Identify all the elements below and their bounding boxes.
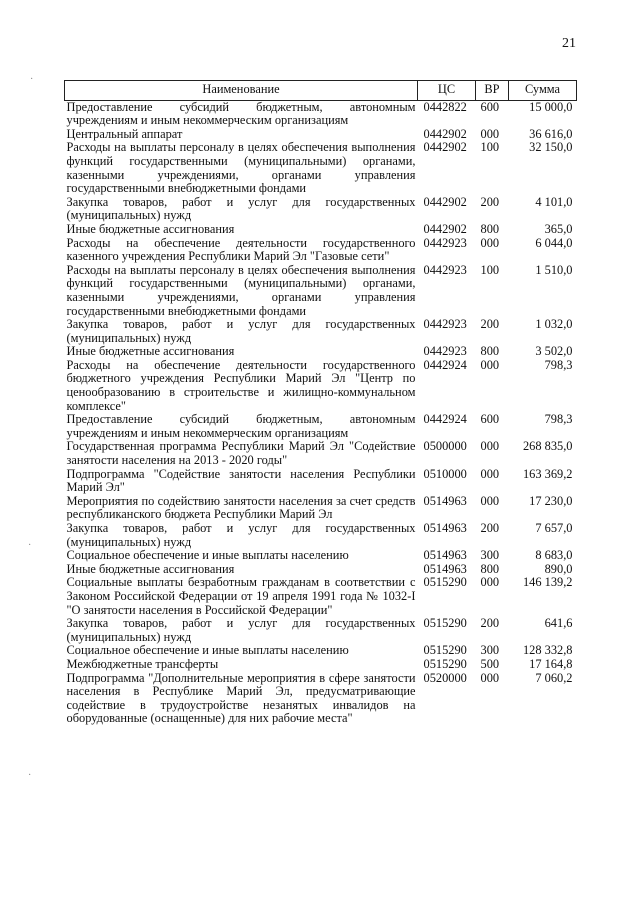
row-sum: 8 683,0 [535,548,573,563]
scan-mark: · [28,540,32,551]
row-vr: 000 [480,493,500,508]
row-cs: 0500000 [423,439,467,454]
table-row [65,440,577,467]
row-vr: 000 [480,126,500,141]
row-sum: 36 616,0 [529,126,573,141]
row-sum: 890,0 [544,561,573,576]
row-vr: 000 [480,439,500,454]
row-vr: 000 [480,466,500,481]
row-cs: 0514963 [423,561,467,576]
table-row [65,672,577,726]
row-sum: 641,6 [544,616,573,631]
scan-mark: · [30,74,34,85]
header-vr: ВР [476,81,509,101]
row-sum: 7 060,2 [535,670,573,685]
row-cs: 0515290 [423,575,467,590]
row-vr: 300 [480,643,500,658]
row-name: Расходы на обеспечение деятельности государственного бюджетного учреждения Республики Марий Эл "Центр по ценообразованию в строительстве и жилищно-коммунальном комплексе" [66,357,416,413]
table-row [65,522,577,549]
row-cs: 0442923 [423,317,467,332]
row-name: Центральный аппарат [66,126,183,141]
row-cs: 0515290 [423,656,467,671]
row-sum: 146 139,2 [522,575,573,590]
table-row [65,413,577,440]
row-name: Расходы на обеспечение деятельности государственного казенного учреждения Республики Марий Эл "Газовые сети" [66,235,416,264]
table-row [65,549,577,563]
page-number: 21 [562,36,576,51]
row-vr: 100 [480,262,500,277]
row-sum: 163 369,2 [522,466,573,481]
row-name: Иные бюджетные ассигнования [66,221,235,236]
row-name: Закупка товаров, работ и услуг для государственных (муниципальных) нужд [66,317,416,345]
table-row [65,318,577,345]
row-cs: 0442902 [423,126,467,141]
table-row [65,345,577,359]
row-cs: 0514963 [423,493,467,508]
row-cs: 0515290 [423,643,467,658]
row-sum: 7 657,0 [535,521,573,535]
table-row [65,141,577,195]
table-row [65,644,577,658]
table-row [65,264,577,318]
row-cs: 0515290 [423,616,467,631]
row-name: Закупка товаров, работ и услуг для государственных (муниципальных) нужд [66,616,416,644]
row-name: Социальное обеспечение и иные выплаты населению [66,643,349,658]
row-cs: 0442924 [423,412,467,427]
scan-mark: · [28,770,32,781]
row-sum: 268 835,0 [522,439,573,454]
row-sum: 32 150,0 [529,140,573,155]
table-row [65,658,577,672]
row-name: Мероприятия по содействию занятости населения за счет средств республиканского бюджета Республики Марий Эл [66,493,416,522]
row-sum: 798,3 [544,357,573,372]
row-name: Подпрограмма "Дополнительные мероприятия в сфере занятости населения в Республике Марий Эл, предусматривающие содействие в трудоустройстве незанятых инвалидов на оборудованные (оснащенные) для них рабочие места" [66,670,416,726]
table-row [65,495,577,522]
table-row [65,223,577,237]
row-vr: 200 [480,317,500,332]
row-vr: 600 [480,99,500,114]
row-vr: 200 [480,521,500,535]
row-vr: 100 [480,140,500,155]
row-vr: 800 [480,561,500,576]
row-sum: 15 000,0 [529,99,573,114]
row-cs: 0514963 [423,548,467,563]
row-name: Расходы на выплаты персоналу в целях обеспечения выполнения функций государственными (муниципальными) органами, казенными учреждениями, органами управления государственными внебюджетными фондами [66,262,416,318]
row-cs: 0510000 [423,466,467,481]
row-sum: 1 032,0 [535,317,573,332]
row-cs: 0442923 [423,262,467,277]
row-sum: 128 332,8 [522,643,573,658]
budget-table [64,80,577,726]
row-sum: 365,0 [544,221,573,236]
row-vr: 200 [480,616,500,631]
row-name: Предоставление субсидий бюджетным, автономным учреждениям и иным некоммерческим организациям [66,99,416,128]
row-vr: 500 [480,656,500,671]
row-vr: 300 [480,548,500,563]
table-row [65,128,577,142]
row-sum: 6 044,0 [535,235,573,250]
row-name: Иные бюджетные ассигнования [66,561,235,576]
row-vr: 800 [480,344,500,359]
row-cs: 0442924 [423,357,467,372]
row-vr: 000 [480,357,500,372]
row-name: Закупка товаров, работ и услуг для государственных (муниципальных) нужд [66,521,416,549]
table-row [65,237,577,264]
table-header-row [65,81,577,101]
row-name: Социальное обеспечение и иные выплаты населению [66,548,349,563]
row-sum: 798,3 [544,412,573,427]
row-sum: 17 164,8 [529,656,573,671]
row-cs: 0442902 [423,140,467,155]
row-vr: 000 [480,575,500,590]
row-cs: 0442822 [423,99,467,114]
row-sum: 4 101,0 [535,194,573,209]
header-sum: Сумма [509,81,577,101]
row-vr: 600 [480,412,500,427]
row-cs: 0442902 [423,194,467,209]
row-sum: 1 510,0 [535,262,573,277]
table-row [65,576,577,617]
header-cs: ЦС [418,81,476,101]
row-cs: 0442902 [423,221,467,236]
table-row [65,468,577,495]
table-row [65,617,577,644]
row-name: Подпрограмма "Содействие занятости населения Республики Марий Эл" [66,466,416,495]
table-row [65,196,577,223]
table-row [65,100,577,128]
row-cs: 0442923 [423,235,467,250]
row-sum: 17 230,0 [529,493,573,508]
row-name: Социальные выплаты безработным гражданам в соответствии с Законом Российской Федерации от 19 апреля 1991 года № 1032-I "О занятости населения в Российской Федерации" [66,575,416,617]
table-row [65,359,577,413]
row-cs: 0514963 [423,521,467,535]
row-name: Расходы на выплаты персоналу в целях обеспечения выполнения функций государственными (муниципальными) органами, казенными учреждениями, органами управления государственными внебюджетными фондами [66,140,416,196]
row-name: Государственная программа Республики Марий Эл "Содействие занятости населения на 2013 - 2020 годы" [66,439,416,468]
row-cs: 0442923 [423,344,467,359]
row-name: Межбюджетные трансферты [66,656,219,671]
row-vr: 200 [480,194,500,209]
row-name: Закупка товаров, работ и услуг для государственных (муниципальных) нужд [66,194,416,223]
table-row [65,563,577,577]
row-vr: 000 [480,670,500,685]
row-sum: 3 502,0 [535,344,573,359]
row-name: Предоставление субсидий бюджетным, автономным учреждениям и иным некоммерческим организациям [66,412,416,440]
row-vr: 800 [480,221,500,236]
header-name: Наименование [65,81,418,101]
row-cs: 0520000 [423,670,467,685]
row-vr: 000 [480,235,500,250]
row-name: Иные бюджетные ассигнования [66,344,235,359]
